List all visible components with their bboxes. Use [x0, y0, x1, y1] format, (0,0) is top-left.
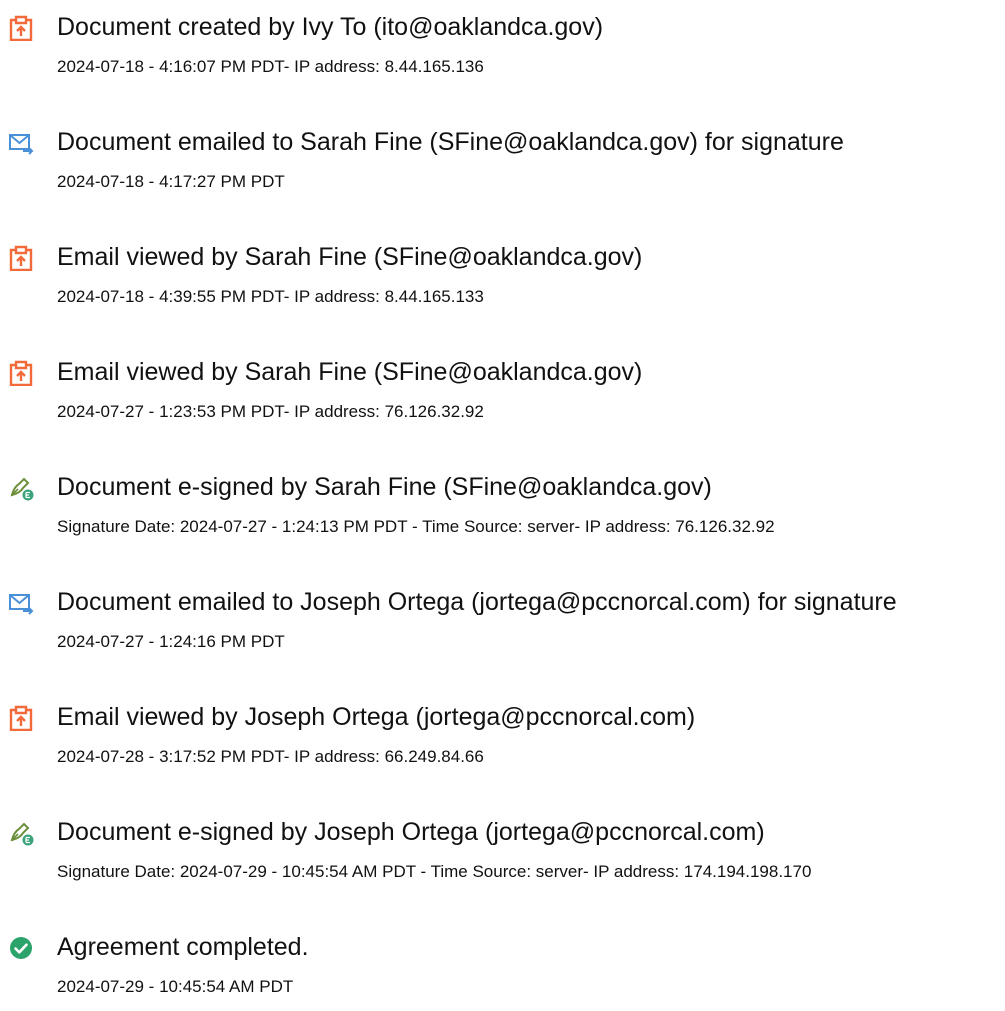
event-detail: 2024-07-18 - 4:16:07 PM PDT- IP address: 8.44.165.136 [57, 57, 484, 76]
event-detail: 2024-07-29 - 10:45:54 AM PDT [57, 977, 294, 996]
audit-event [0, 931, 1005, 1011]
email-icon [8, 130, 34, 156]
event-detail: 2024-07-27 - 1:23:53 PM PDT- IP address: 76.126.32.92 [57, 402, 484, 421]
event-title: Document e-signed by Sarah Fine (SFine@oaklandca.gov) [57, 473, 712, 501]
event-detail: 2024-07-28 - 3:17:52 PM PDT- IP address: 66.249.84.66 [57, 747, 484, 766]
document-icon [8, 15, 34, 41]
document-icon [8, 360, 34, 386]
audit-event [0, 471, 1005, 551]
e-sign-icon [8, 475, 34, 501]
event-detail: 2024-07-18 - 4:17:27 PM PDT [57, 172, 285, 191]
audit-event [0, 816, 1005, 896]
event-title: Email viewed by Joseph Ortega (jortega@pccnorcal.com) [57, 703, 696, 731]
audit-event [0, 126, 1005, 206]
checkmark-icon [8, 935, 34, 961]
audit-event [0, 241, 1005, 321]
event-title: Email viewed by Sarah Fine (SFine@oaklandca.gov) [57, 358, 643, 386]
event-title: Document emailed to Joseph Ortega (jortega@pccnorcal.com) for signature [57, 588, 897, 616]
event-detail: Signature Date: 2024-07-27 - 1:24:13 PM PDT - Time Source: server- IP address: 76.126.32.92 [57, 517, 775, 536]
e-sign-icon [8, 820, 34, 846]
event-title: Email viewed by Sarah Fine (SFine@oaklandca.gov) [57, 243, 643, 271]
document-icon [8, 705, 34, 731]
event-title: Document e-signed by Joseph Ortega (jortega@pccnorcal.com) [57, 818, 765, 846]
event-detail: 2024-07-18 - 4:39:55 PM PDT- IP address: 8.44.165.133 [57, 287, 484, 306]
audit-event [0, 586, 1005, 666]
event-title: Document emailed to Sarah Fine (SFine@oaklandca.gov) for signature [57, 128, 844, 156]
audit-event [0, 701, 1005, 781]
event-detail: 2024-07-27 - 1:24:16 PM PDT [57, 632, 285, 651]
event-title: Document created by Ivy To (ito@oaklandca.gov) [57, 13, 604, 41]
email-icon [8, 590, 34, 616]
document-icon [8, 245, 34, 271]
audit-event [0, 356, 1005, 436]
audit-event [0, 11, 1005, 91]
event-title: Agreement completed. [57, 933, 309, 961]
event-detail: Signature Date: 2024-07-29 - 10:45:54 AM PDT - Time Source: server- IP address: 174.194.198.170 [57, 862, 812, 881]
